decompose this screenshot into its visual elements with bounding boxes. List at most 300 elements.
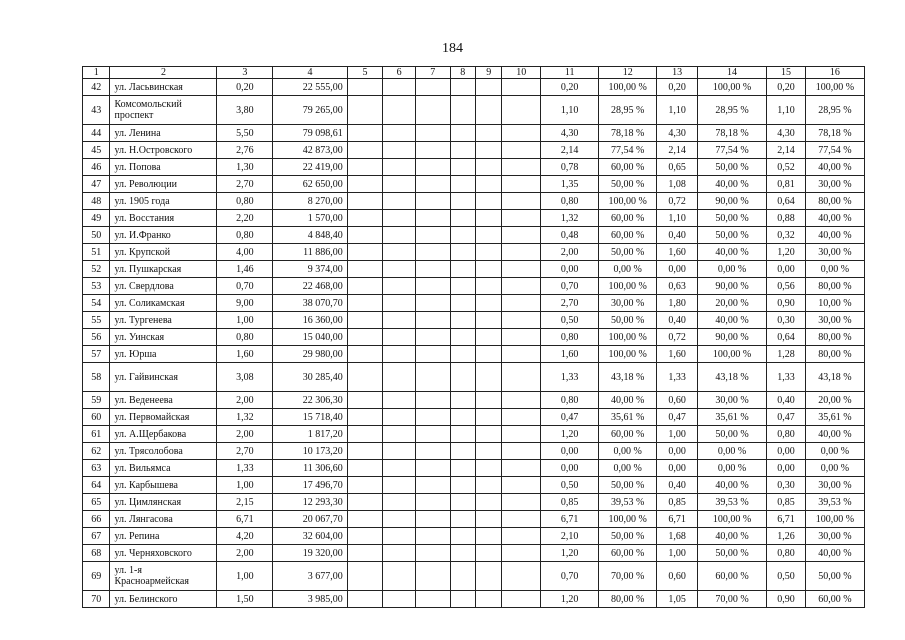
empty-cell <box>475 363 501 392</box>
empty-cell <box>415 193 450 210</box>
empty-cell <box>415 79 450 96</box>
empty-cell <box>502 477 541 494</box>
empty-cell <box>347 346 383 363</box>
col16-percent: 40,00 % <box>805 227 864 244</box>
empty-cell <box>347 494 383 511</box>
empty-cell <box>450 176 475 193</box>
row-number: 60 <box>83 409 110 426</box>
col12-percent: 40,00 % <box>599 392 657 409</box>
empty-cell <box>450 562 475 591</box>
street-name: ул. Соликамская <box>110 295 217 312</box>
col13-value: 0,00 <box>657 261 698 278</box>
col14-percent: 40,00 % <box>697 244 766 261</box>
empty-cell <box>383 545 416 562</box>
col15-value: 0,64 <box>767 329 806 346</box>
col14-percent: 0,00 % <box>697 460 766 477</box>
col14-percent: 60,00 % <box>697 562 766 591</box>
col16-percent: 20,00 % <box>805 392 864 409</box>
empty-cell <box>475 79 501 96</box>
empty-cell <box>383 460 416 477</box>
column-header: 16 <box>805 67 864 79</box>
col13-value: 0,72 <box>657 193 698 210</box>
table-row <box>83 528 865 545</box>
empty-cell <box>415 210 450 227</box>
street-name: ул. Первомайская <box>110 409 217 426</box>
empty-cell <box>347 460 383 477</box>
column-header: 11 <box>541 67 599 79</box>
col16-percent: 40,00 % <box>805 426 864 443</box>
table-row <box>83 511 865 528</box>
length-value: 1,00 <box>217 562 273 591</box>
col12-percent: 28,95 % <box>599 96 657 125</box>
col15-value: 0,64 <box>767 193 806 210</box>
empty-cell <box>450 193 475 210</box>
col14-percent: 39,53 % <box>697 494 766 511</box>
empty-cell <box>450 528 475 545</box>
col11-value: 0,48 <box>541 227 599 244</box>
table-row <box>83 363 865 392</box>
cost-value: 20 067,70 <box>273 511 347 528</box>
empty-cell <box>383 363 416 392</box>
length-value: 1,00 <box>217 477 273 494</box>
col13-value: 1,05 <box>657 591 698 608</box>
cost-value: 8 270,00 <box>273 193 347 210</box>
empty-cell <box>415 244 450 261</box>
empty-cell <box>502 227 541 244</box>
col15-value: 4,30 <box>767 125 806 142</box>
col16-percent: 50,00 % <box>805 562 864 591</box>
col14-percent: 0,00 % <box>697 261 766 278</box>
street-name: ул. Революции <box>110 176 217 193</box>
street-name: ул. Пушкарская <box>110 261 217 278</box>
empty-cell <box>383 125 416 142</box>
cost-value: 32 604,00 <box>273 528 347 545</box>
length-value: 2,70 <box>217 443 273 460</box>
empty-cell <box>347 477 383 494</box>
table-row <box>83 477 865 494</box>
empty-cell <box>475 193 501 210</box>
col11-value: 0,00 <box>541 443 599 460</box>
table-row <box>83 295 865 312</box>
col14-percent: 40,00 % <box>697 312 766 329</box>
col11-value: 1,60 <box>541 346 599 363</box>
table-row <box>83 426 865 443</box>
empty-cell <box>502 460 541 477</box>
empty-cell <box>450 363 475 392</box>
col11-value: 0,50 <box>541 477 599 494</box>
cost-value: 17 496,70 <box>273 477 347 494</box>
empty-cell <box>450 125 475 142</box>
col14-percent: 50,00 % <box>697 210 766 227</box>
col14-percent: 90,00 % <box>697 193 766 210</box>
empty-cell <box>347 426 383 443</box>
length-value: 5,50 <box>217 125 273 142</box>
col13-value: 1,60 <box>657 244 698 261</box>
col12-percent: 0,00 % <box>599 261 657 278</box>
col16-percent: 35,61 % <box>805 409 864 426</box>
empty-cell <box>415 460 450 477</box>
col13-value: 0,40 <box>657 477 698 494</box>
empty-cell <box>475 426 501 443</box>
col11-value: 1,20 <box>541 545 599 562</box>
col16-percent: 60,00 % <box>805 591 864 608</box>
empty-cell <box>347 528 383 545</box>
col16-percent: 30,00 % <box>805 477 864 494</box>
table-row <box>83 159 865 176</box>
table-row <box>83 545 865 562</box>
col12-percent: 39,53 % <box>599 494 657 511</box>
row-number: 44 <box>83 125 110 142</box>
empty-cell <box>475 176 501 193</box>
col11-value: 0,50 <box>541 312 599 329</box>
col11-value: 0,80 <box>541 392 599 409</box>
col15-value: 0,80 <box>767 426 806 443</box>
empty-cell <box>450 210 475 227</box>
col11-value: 2,10 <box>541 528 599 545</box>
empty-cell <box>347 96 383 125</box>
table-row <box>83 125 865 142</box>
row-number: 66 <box>83 511 110 528</box>
empty-cell <box>475 227 501 244</box>
empty-cell <box>502 545 541 562</box>
empty-cell <box>383 96 416 125</box>
empty-cell <box>383 142 416 159</box>
col15-value: 0,52 <box>767 159 806 176</box>
empty-cell <box>415 545 450 562</box>
col12-percent: 60,00 % <box>599 426 657 443</box>
column-header: 5 <box>347 67 383 79</box>
empty-cell <box>415 278 450 295</box>
col15-value: 6,71 <box>767 511 806 528</box>
cost-value: 38 070,70 <box>273 295 347 312</box>
row-number: 53 <box>83 278 110 295</box>
col13-value: 0,00 <box>657 460 698 477</box>
empty-cell <box>383 312 416 329</box>
street-name: ул. Белинского <box>110 591 217 608</box>
table-row <box>83 494 865 511</box>
col16-percent: 100,00 % <box>805 79 864 96</box>
column-header: 14 <box>697 67 766 79</box>
empty-cell <box>502 244 541 261</box>
empty-cell <box>450 511 475 528</box>
col12-percent: 0,00 % <box>599 460 657 477</box>
col14-percent: 28,95 % <box>697 96 766 125</box>
col13-value: 0,00 <box>657 443 698 460</box>
empty-cell <box>383 511 416 528</box>
col14-percent: 100,00 % <box>697 346 766 363</box>
table-row <box>83 443 865 460</box>
street-name: ул. Вильямса <box>110 460 217 477</box>
col15-value: 0,90 <box>767 295 806 312</box>
table-row <box>83 392 865 409</box>
empty-cell <box>475 159 501 176</box>
table-row <box>83 210 865 227</box>
col15-value: 0,00 <box>767 261 806 278</box>
table-row <box>83 562 865 591</box>
length-value: 2,20 <box>217 210 273 227</box>
col11-value: 0,70 <box>541 278 599 295</box>
col13-value: 0,85 <box>657 494 698 511</box>
col14-percent: 100,00 % <box>697 511 766 528</box>
empty-cell <box>383 261 416 278</box>
col14-percent: 40,00 % <box>697 528 766 545</box>
empty-cell <box>347 562 383 591</box>
empty-cell <box>347 210 383 227</box>
length-value: 4,20 <box>217 528 273 545</box>
cost-value: 1 817,20 <box>273 426 347 443</box>
empty-cell <box>475 312 501 329</box>
empty-cell <box>415 477 450 494</box>
col14-percent: 78,18 % <box>697 125 766 142</box>
empty-cell <box>347 329 383 346</box>
col16-percent: 39,53 % <box>805 494 864 511</box>
length-value: 2,00 <box>217 392 273 409</box>
column-header: 2 <box>110 67 217 79</box>
col13-value: 1,08 <box>657 176 698 193</box>
empty-cell <box>450 295 475 312</box>
col14-percent: 50,00 % <box>697 545 766 562</box>
empty-cell <box>475 477 501 494</box>
empty-cell <box>383 176 416 193</box>
col12-percent: 100,00 % <box>599 329 657 346</box>
empty-cell <box>415 96 450 125</box>
length-value: 2,00 <box>217 426 273 443</box>
column-header: 7 <box>415 67 450 79</box>
empty-cell <box>415 142 450 159</box>
empty-cell <box>347 79 383 96</box>
col13-value: 1,00 <box>657 545 698 562</box>
col11-value: 0,85 <box>541 494 599 511</box>
cost-value: 42 873,00 <box>273 142 347 159</box>
column-header: 13 <box>657 67 698 79</box>
col12-percent: 100,00 % <box>599 79 657 96</box>
empty-cell <box>383 409 416 426</box>
row-number: 56 <box>83 329 110 346</box>
empty-cell <box>383 591 416 608</box>
empty-cell <box>415 176 450 193</box>
empty-cell <box>383 346 416 363</box>
row-number: 49 <box>83 210 110 227</box>
col13-value: 1,60 <box>657 346 698 363</box>
col11-value: 4,30 <box>541 125 599 142</box>
cost-value: 22 419,00 <box>273 159 347 176</box>
empty-cell <box>450 392 475 409</box>
empty-cell <box>383 426 416 443</box>
col13-value: 0,40 <box>657 227 698 244</box>
col13-value: 0,63 <box>657 278 698 295</box>
empty-cell <box>450 278 475 295</box>
empty-cell <box>475 295 501 312</box>
col15-value: 0,00 <box>767 460 806 477</box>
col12-percent: 50,00 % <box>599 528 657 545</box>
empty-cell <box>502 278 541 295</box>
empty-cell <box>383 528 416 545</box>
empty-cell <box>347 142 383 159</box>
length-value: 0,80 <box>217 193 273 210</box>
length-value: 2,15 <box>217 494 273 511</box>
empty-cell <box>502 329 541 346</box>
cost-value: 9 374,00 <box>273 261 347 278</box>
empty-cell <box>347 312 383 329</box>
length-value: 3,08 <box>217 363 273 392</box>
col16-percent: 30,00 % <box>805 528 864 545</box>
table-row <box>83 79 865 96</box>
col13-value: 0,65 <box>657 159 698 176</box>
empty-cell <box>415 329 450 346</box>
empty-cell <box>347 392 383 409</box>
row-number: 43 <box>83 96 110 125</box>
empty-cell <box>502 176 541 193</box>
length-value: 0,80 <box>217 329 273 346</box>
street-name: ул. Крупской <box>110 244 217 261</box>
col11-value: 0,78 <box>541 159 599 176</box>
col13-value: 0,60 <box>657 562 698 591</box>
col15-value: 0,81 <box>767 176 806 193</box>
col11-value: 1,10 <box>541 96 599 125</box>
street-name: ул. И.Франко <box>110 227 217 244</box>
street-name: ул. А.Щербакова <box>110 426 217 443</box>
col12-percent: 30,00 % <box>599 295 657 312</box>
empty-cell <box>383 159 416 176</box>
column-header: 9 <box>475 67 501 79</box>
empty-cell <box>475 409 501 426</box>
street-name: ул. Тургенева <box>110 312 217 329</box>
cost-value: 29 980,00 <box>273 346 347 363</box>
row-number: 52 <box>83 261 110 278</box>
empty-cell <box>475 210 501 227</box>
empty-cell <box>502 528 541 545</box>
empty-cell <box>383 392 416 409</box>
street-name: ул. Гайвинская <box>110 363 217 392</box>
empty-cell <box>415 392 450 409</box>
table-row <box>83 244 865 261</box>
col11-value: 0,47 <box>541 409 599 426</box>
street-name: ул. Ласьвинская <box>110 79 217 96</box>
empty-cell <box>475 346 501 363</box>
empty-cell <box>383 210 416 227</box>
empty-cell <box>502 210 541 227</box>
row-number: 62 <box>83 443 110 460</box>
table-row <box>83 227 865 244</box>
col16-percent: 30,00 % <box>805 176 864 193</box>
empty-cell <box>502 125 541 142</box>
col11-value: 0,80 <box>541 193 599 210</box>
col11-value: 1,35 <box>541 176 599 193</box>
empty-cell <box>415 562 450 591</box>
empty-cell <box>450 159 475 176</box>
street-name: ул. Ленина <box>110 125 217 142</box>
empty-cell <box>450 545 475 562</box>
empty-cell <box>502 443 541 460</box>
cost-value: 10 173,20 <box>273 443 347 460</box>
col15-value: 0,40 <box>767 392 806 409</box>
empty-cell <box>450 261 475 278</box>
col14-percent: 35,61 % <box>697 409 766 426</box>
col15-value: 1,33 <box>767 363 806 392</box>
col13-value: 1,10 <box>657 96 698 125</box>
empty-cell <box>383 278 416 295</box>
street-name: ул. Веденеева <box>110 392 217 409</box>
empty-cell <box>347 159 383 176</box>
table-row <box>83 409 865 426</box>
empty-cell <box>475 528 501 545</box>
col15-value: 0,30 <box>767 312 806 329</box>
table-row <box>83 142 865 159</box>
cost-value: 1 570,00 <box>273 210 347 227</box>
column-header: 12 <box>599 67 657 79</box>
col16-percent: 0,00 % <box>805 443 864 460</box>
col15-value: 0,90 <box>767 591 806 608</box>
empty-cell <box>383 477 416 494</box>
empty-cell <box>415 261 450 278</box>
length-value: 1,50 <box>217 591 273 608</box>
empty-cell <box>347 591 383 608</box>
col15-value: 0,20 <box>767 79 806 96</box>
col12-percent: 50,00 % <box>599 176 657 193</box>
col11-value: 1,32 <box>541 210 599 227</box>
empty-cell <box>347 511 383 528</box>
row-number: 46 <box>83 159 110 176</box>
col16-percent: 77,54 % <box>805 142 864 159</box>
empty-cell <box>502 142 541 159</box>
empty-cell <box>415 312 450 329</box>
empty-cell <box>383 494 416 511</box>
col12-percent: 50,00 % <box>599 477 657 494</box>
col14-percent: 40,00 % <box>697 477 766 494</box>
empty-cell <box>502 392 541 409</box>
street-name: ул. Юрша <box>110 346 217 363</box>
empty-cell <box>502 426 541 443</box>
column-header: 15 <box>767 67 806 79</box>
column-header: 1 <box>83 67 110 79</box>
length-value: 6,71 <box>217 511 273 528</box>
col15-value: 0,88 <box>767 210 806 227</box>
empty-cell <box>383 244 416 261</box>
length-value: 0,80 <box>217 227 273 244</box>
col11-value: 1,20 <box>541 426 599 443</box>
col12-percent: 70,00 % <box>599 562 657 591</box>
col14-percent: 20,00 % <box>697 295 766 312</box>
col12-percent: 60,00 % <box>599 159 657 176</box>
col14-percent: 50,00 % <box>697 227 766 244</box>
empty-cell <box>415 511 450 528</box>
column-header: 3 <box>217 67 273 79</box>
col13-value: 1,68 <box>657 528 698 545</box>
row-number: 64 <box>83 477 110 494</box>
empty-cell <box>502 96 541 125</box>
col12-percent: 60,00 % <box>599 227 657 244</box>
length-value: 2,70 <box>217 176 273 193</box>
col13-value: 1,00 <box>657 426 698 443</box>
street-name: ул. Н.Островского <box>110 142 217 159</box>
col14-percent: 77,54 % <box>697 142 766 159</box>
col16-percent: 0,00 % <box>805 261 864 278</box>
table-row <box>83 96 865 125</box>
row-number: 54 <box>83 295 110 312</box>
empty-cell <box>415 409 450 426</box>
cost-value: 22 306,30 <box>273 392 347 409</box>
row-number: 65 <box>83 494 110 511</box>
empty-cell <box>502 494 541 511</box>
empty-cell <box>347 176 383 193</box>
cost-value: 3 985,00 <box>273 591 347 608</box>
empty-cell <box>383 562 416 591</box>
empty-cell <box>475 96 501 125</box>
table-row <box>83 176 865 193</box>
col15-value: 1,26 <box>767 528 806 545</box>
length-value: 1,60 <box>217 346 273 363</box>
column-header: 4 <box>273 67 347 79</box>
